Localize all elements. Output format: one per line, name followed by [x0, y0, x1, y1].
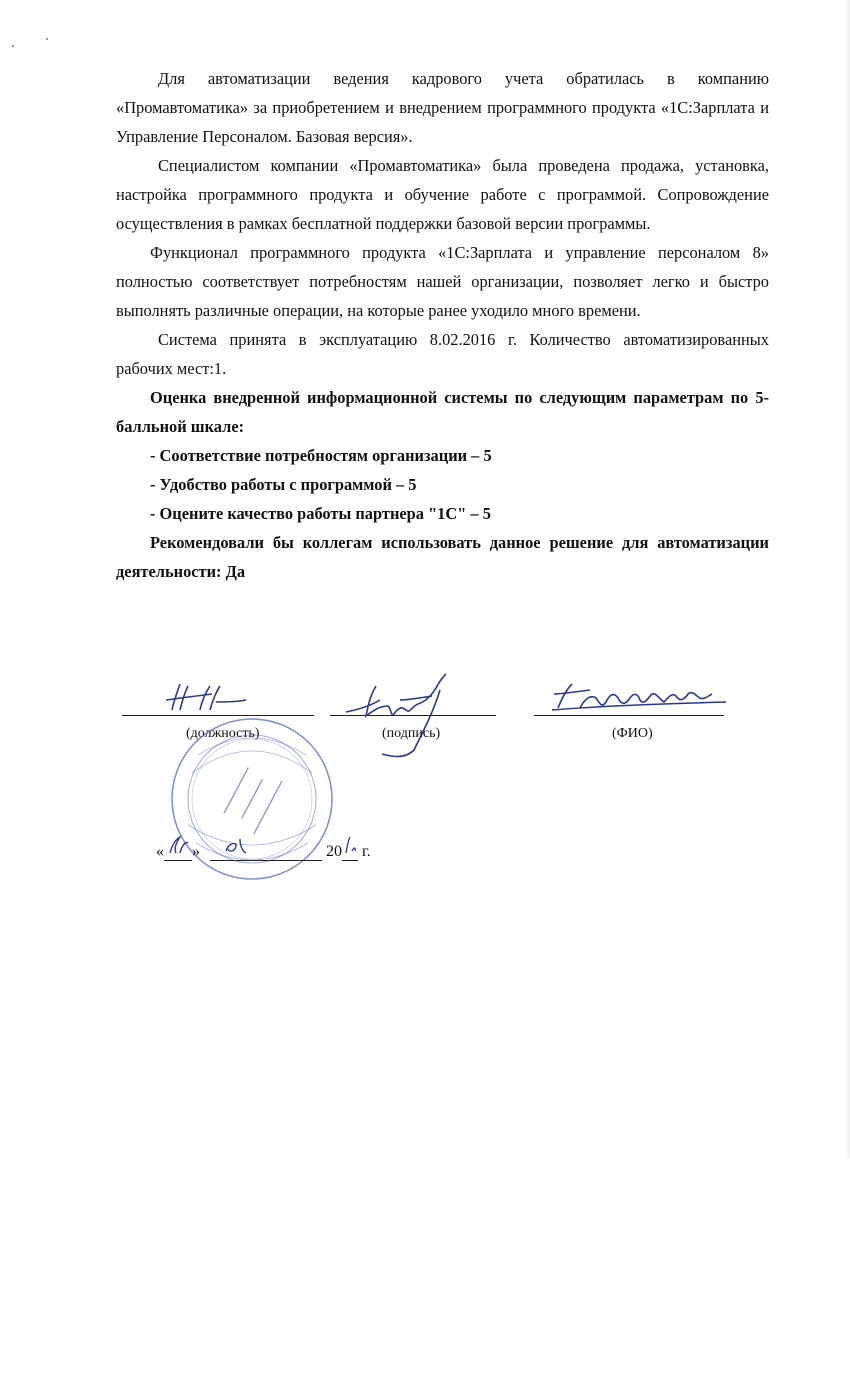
handwritten-signature	[340, 670, 460, 770]
handwritten-name	[550, 680, 730, 714]
rating-item: - Оцените качество работы партнера "1С" – 5	[150, 504, 491, 523]
date-open-quote: «	[156, 843, 164, 860]
scan-edge-shadow	[844, 0, 850, 1158]
name-line	[534, 715, 724, 716]
rating-item: - Удобство работы с программой – 5	[150, 475, 417, 494]
paragraph-implementation: Специалистом компании «Промавтоматика» была проведена продажа, установка, настройка программного продукта и обучение работе с программой. Сопровождение осуществления в рамках бесплатной поддержки базовой версии программы.	[116, 156, 769, 233]
scan-speck	[12, 45, 14, 47]
date-close-quote: »	[192, 843, 200, 860]
day-blank	[164, 843, 192, 861]
name-caption: (ФИО)	[612, 726, 653, 741]
signature-caption: (подпись)	[382, 726, 441, 741]
position-handwriting	[160, 680, 250, 716]
handwritten-month	[218, 833, 258, 857]
month-blank	[210, 843, 322, 861]
paragraph-acceptance: Система принята в эксплуатацию 8.02.2016 г. Количество автоматизированных рабочих мест:1.	[116, 330, 769, 378]
handwritten-day	[164, 833, 192, 857]
paragraph-functionality: Функционал программного продукта «1С:Зарплата и управление персоналом 8» полностью соответствует потребностям нашей организации, позволяет легко и быстро выполнять различные операции, на которые ранее уходило много времени.	[116, 243, 769, 320]
position-caption: (должность)	[186, 726, 260, 741]
recommendation-text: Рекомендовали бы коллегам использовать данное решение для автоматизации деятельности: Да	[116, 533, 769, 581]
rating-item: - Соответствие потребностям организации – 5	[150, 446, 492, 465]
year-suffix: г.	[362, 843, 371, 860]
document-body	[116, 64, 769, 586]
year-prefix: 20	[326, 843, 342, 860]
scan-speck	[46, 38, 48, 40]
scan-bottom-area	[0, 1158, 850, 1400]
rating-heading: Оценка внедренной информационной системы по следующим параметрам по 5-балльной шкале:	[116, 388, 769, 436]
year-blank	[342, 843, 358, 861]
date-line	[156, 843, 371, 861]
signature-block	[0, 690, 850, 750]
handwritten-year	[342, 833, 358, 857]
paragraph-request: Для автоматизации ведения кадрового учета обратилась в компанию «Промавтоматика» за приобретением и внедрением программного продукта «1С:Зарплата и Управление Персоналом. Базовая версия».	[116, 69, 769, 146]
